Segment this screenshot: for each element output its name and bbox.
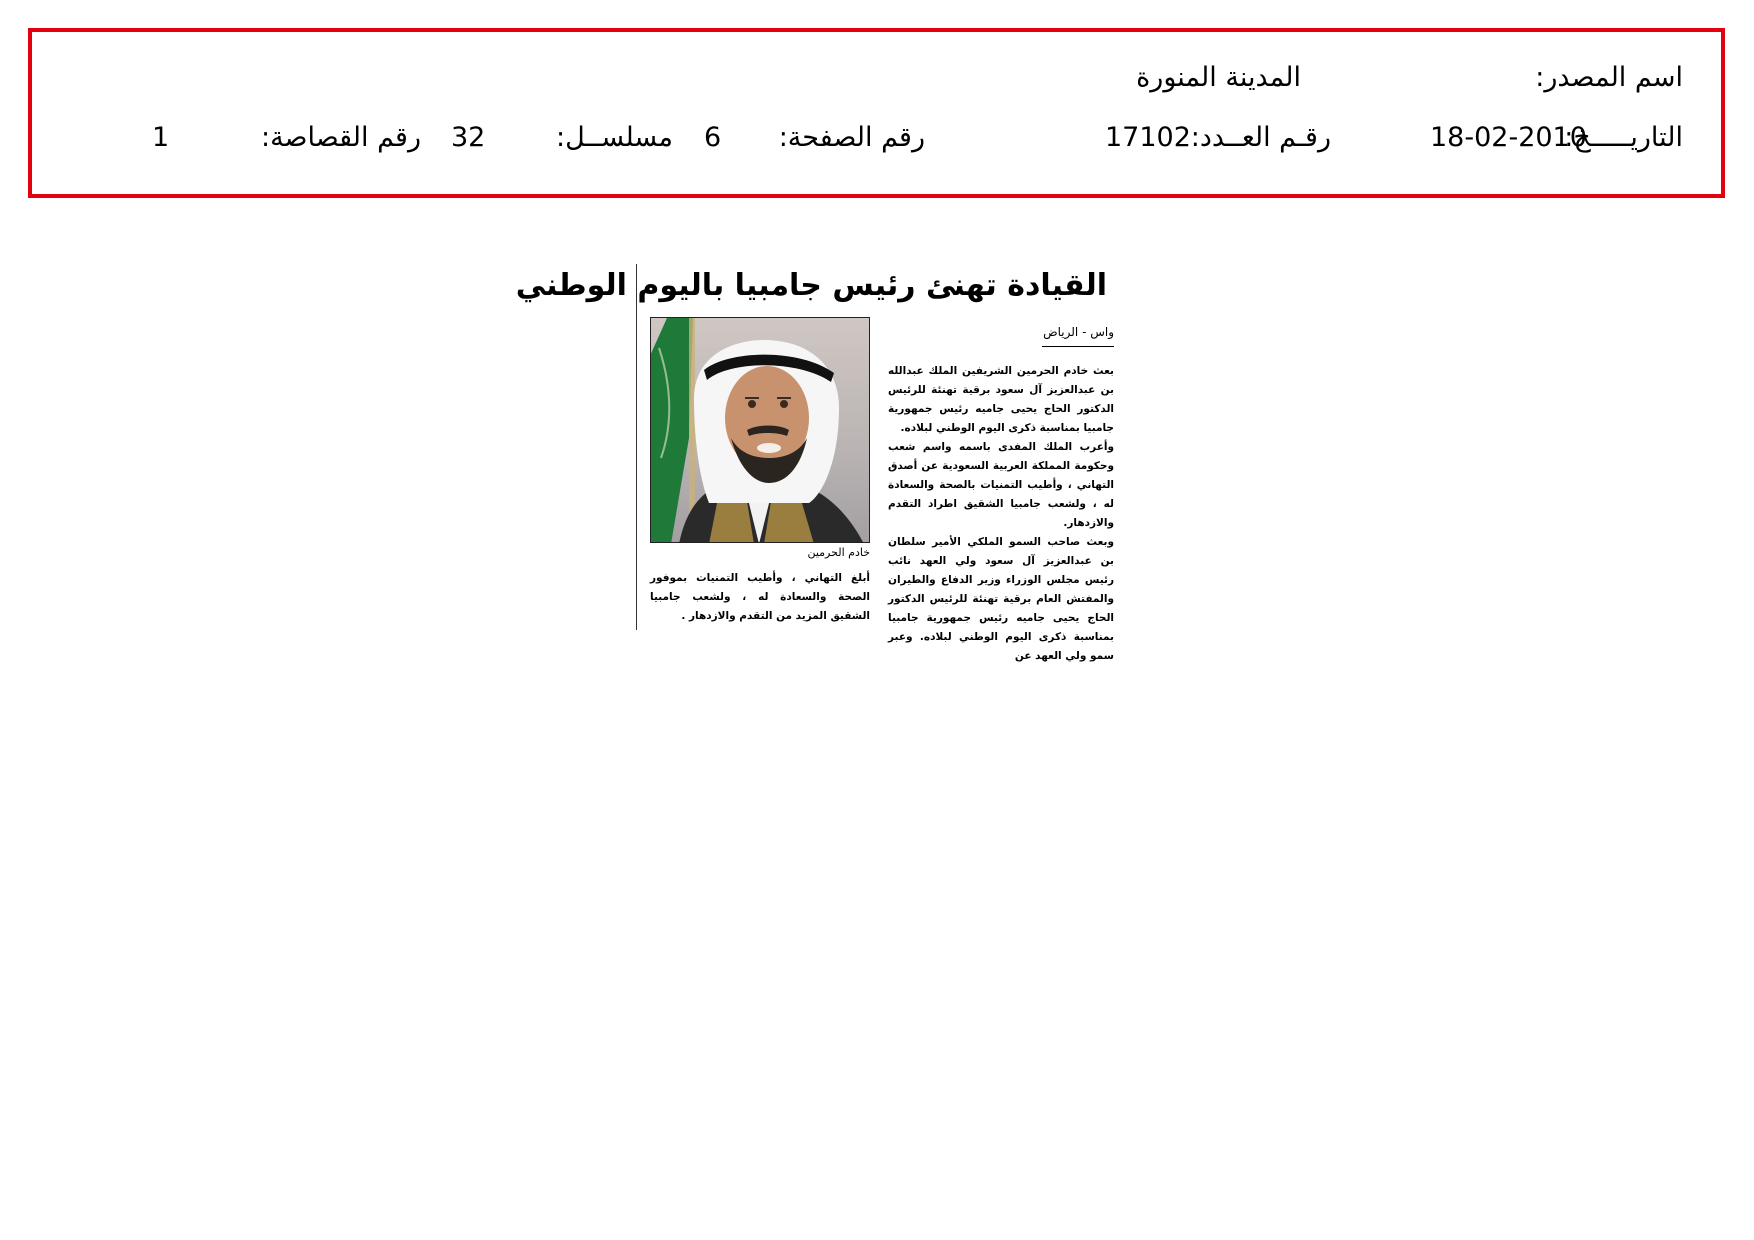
date-value: 18-02-2010 xyxy=(1430,122,1587,153)
newspaper-clipping xyxy=(515,262,1120,662)
portrait-illustration xyxy=(650,318,869,543)
article-paragraph: بعث خادم الحرمين الشريفين الملك عبدالله بن عبدالعزيز آل سعود برقية تهنئة للرئيس الدكتور الحاج يحيى جاميه رئيس جمهورية جامبيا بمناسبة ذكرى اليوم الوطني لبلاده. xyxy=(888,365,1114,434)
issue-value: 17102 xyxy=(1105,122,1191,153)
portrait-photo xyxy=(650,317,870,543)
serial-value: 32 xyxy=(451,122,486,153)
flag-icon xyxy=(650,318,695,543)
article-continuation: أبلغ التهاني ، وأطيب التمنيات بموفور الصحة والسعادة له ، ولشعب جامبيا الشقيق المزيد من التقدم والازدهار . xyxy=(650,572,870,622)
clip-value: 1 xyxy=(152,122,170,153)
source-label: اسم المصدر: xyxy=(1535,62,1683,93)
issue-label: رقـم العــدد: xyxy=(1190,122,1331,153)
article-paragraph: وأعرب الملك المفدى باسمه واسم شعب وحكومة المملكة العربية السعودية عن أصدق التهاني ، وأطيب التمنيات بالصحة والسعادة له ، ولشعب جامبيا الشقيق اطراد التقدم والازدهار. xyxy=(888,441,1114,529)
serial-label: مسلســل: xyxy=(556,122,673,153)
article-headline: القيادة تهنئ رئيس جامبيا باليوم الوطني xyxy=(515,268,1107,303)
article-byline: واس - الرياض xyxy=(1042,324,1114,347)
source-value: المدينة المنورة xyxy=(1136,62,1301,93)
date-label: التاريـــــخ: xyxy=(1564,122,1683,153)
page-value: 6 xyxy=(704,122,722,153)
clip-label: رقم القصاصة: xyxy=(260,122,421,153)
metadata-header xyxy=(28,28,1725,198)
photo-caption: خادم الحرمين xyxy=(807,546,870,559)
column-divider xyxy=(636,264,637,630)
article-paragraph: وبعث صاحب السمو الملكي الأمير سلطان بن عبدالعزيز آل سعود ولي العهد نائب رئيس مجلس الوزراء وزير الدفاع والطيران والمفتش العام برقية تهنئة للرئيس الدكتور الحاج يحيى جاميه رئيس جمهورية جامبيا بمناسبة ذكرى اليوم الوطني لبلاده. وعبر سمو ولي العهد عن xyxy=(888,536,1114,662)
article-body xyxy=(888,362,1114,666)
page-label: رقم الصفحة: xyxy=(778,122,925,153)
